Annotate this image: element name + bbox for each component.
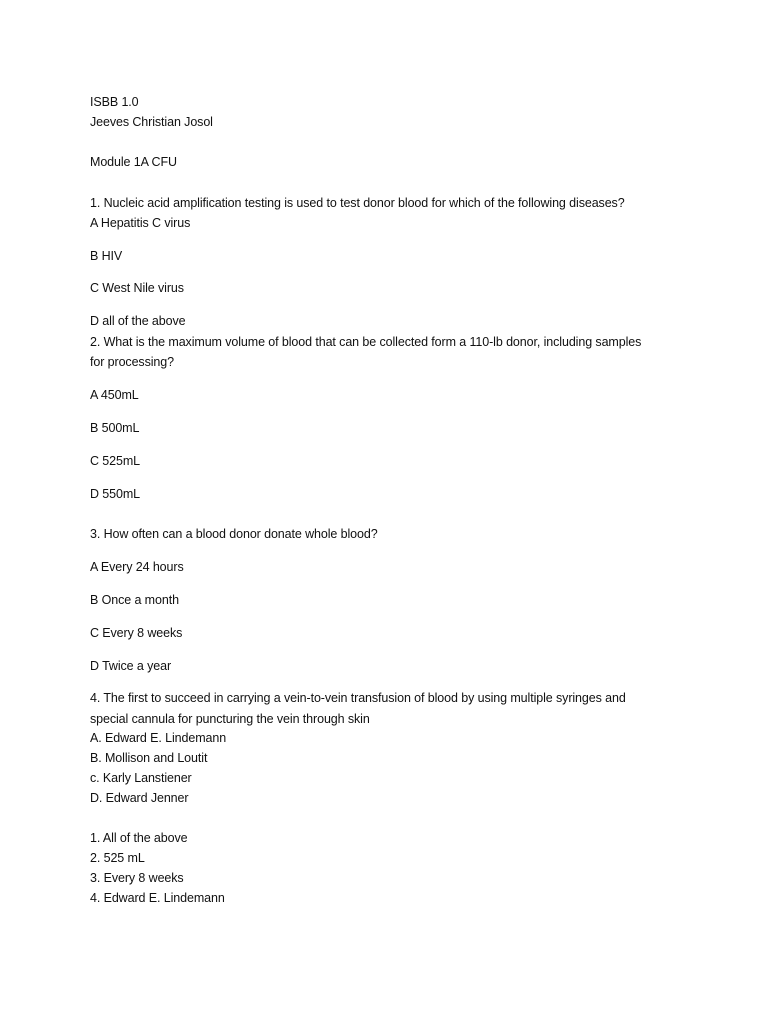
answer-2: 2. 525 mL [90, 851, 145, 865]
question-4-choice-a: A. Edward E. Lindemann [90, 731, 227, 745]
course-code: ISBB 1.0 [90, 95, 139, 109]
question-3-choice-b: B Once a month [90, 593, 179, 607]
answer-1: 1. All of the above [90, 831, 188, 845]
question-3-choice-d: D Twice a year [90, 659, 172, 673]
question-4-stem-line-1: 4. The first to succeed in carrying a vein-to-vein transfusion of blood by using multiple syringes and [90, 691, 626, 705]
question-2-choice-c: C 525mL [90, 454, 141, 468]
question-4-choice-c: c. Karly Lanstiener [90, 771, 192, 785]
question-2-choice-b: B 500mL [90, 421, 140, 435]
question-1-choice-a: A Hepatitis C virus [90, 216, 191, 230]
question-3-stem: 3. How often can a blood donor donate whole blood? [90, 527, 378, 541]
question-1-choice-d: D all of the above [90, 314, 186, 328]
answer-3: 3. Every 8 weeks [90, 871, 184, 885]
author-name: Jeeves Christian Josol [90, 115, 213, 129]
question-4-choice-b: B. Mollison and Loutit [90, 751, 208, 765]
question-1-choice-c: C West Nile virus [90, 281, 184, 295]
question-3-choice-a: A Every 24 hours [90, 560, 184, 574]
question-3-choice-c: C Every 8 weeks [90, 626, 183, 640]
question-1-choice-b: B HIV [90, 249, 123, 263]
question-4-stem-line-2: special cannula for puncturing the vein through skin [90, 712, 370, 726]
question-2-stem-line-1: 2. What is the maximum volume of blood that can be collected form a 110-lb donor, including samples [90, 335, 642, 349]
question-2-choice-d: D 550mL [90, 487, 141, 501]
answer-4: 4. Edward E. Lindemann [90, 891, 225, 905]
module-title: Module 1A CFU [90, 155, 177, 169]
question-2-stem-line-2: for processing? [90, 355, 174, 369]
question-4-choice-d: D. Edward Jenner [90, 791, 189, 805]
question-2-choice-a: A 450mL [90, 388, 139, 402]
question-1-stem: 1. Nucleic acid amplification testing is used to test donor blood for which of the following diseases? [90, 196, 625, 210]
